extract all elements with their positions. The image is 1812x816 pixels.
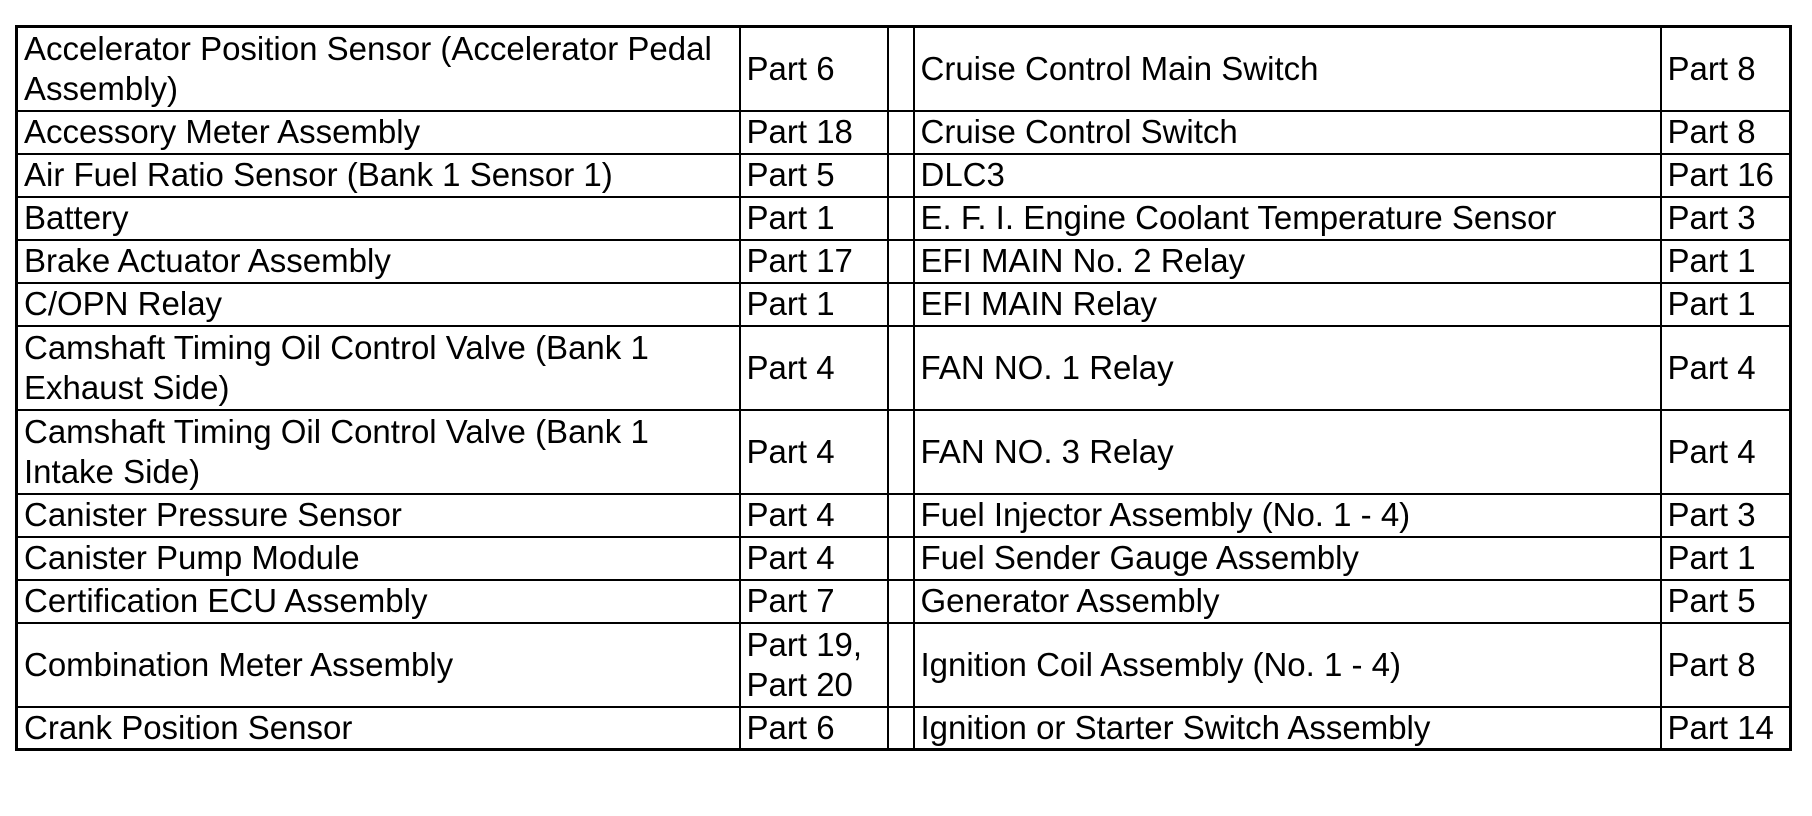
part-reference: Part 4 xyxy=(740,410,888,494)
component-name: Accelerator Position Sensor (Accelerator Pedal Assembly) xyxy=(17,27,740,111)
component-name: Cruise Control Switch xyxy=(914,111,1661,154)
component-name: Certification ECU Assembly xyxy=(17,580,740,623)
component-name: Canister Pump Module xyxy=(17,537,740,580)
column-divider xyxy=(888,326,914,410)
column-divider xyxy=(888,240,914,283)
component-name: Brake Actuator Assembly xyxy=(17,240,740,283)
column-divider xyxy=(888,494,914,537)
column-divider xyxy=(888,111,914,154)
column-divider xyxy=(888,623,914,707)
column-divider xyxy=(888,154,914,197)
part-reference: Part 6 xyxy=(740,707,888,750)
part-reference: Part 4 xyxy=(1661,410,1791,494)
component-name: E. F. I. Engine Coolant Temperature Sensor xyxy=(914,197,1661,240)
component-name: Canister Pressure Sensor xyxy=(17,494,740,537)
part-reference: Part 8 xyxy=(1661,111,1791,154)
part-reference: Part 1 xyxy=(1661,240,1791,283)
column-divider xyxy=(888,27,914,111)
part-reference: Part 3 xyxy=(1661,197,1791,240)
part-reference: Part 3 xyxy=(1661,494,1791,537)
component-name: Fuel Injector Assembly (No. 1 - 4) xyxy=(914,494,1661,537)
part-reference: Part 4 xyxy=(1661,326,1791,410)
component-name: Camshaft Timing Oil Control Valve (Bank 1 Exhaust Side) xyxy=(17,326,740,410)
table-row xyxy=(17,494,1791,537)
table-row xyxy=(17,240,1791,283)
part-reference: Part 1 xyxy=(1661,537,1791,580)
component-name: Ignition or Starter Switch Assembly xyxy=(914,707,1661,750)
component-name: DLC3 xyxy=(914,154,1661,197)
component-name: Ignition Coil Assembly (No. 1 - 4) xyxy=(914,623,1661,707)
column-divider xyxy=(888,580,914,623)
table-row xyxy=(17,410,1791,494)
table-row xyxy=(17,111,1791,154)
component-name: Fuel Sender Gauge Assembly xyxy=(914,537,1661,580)
component-name: FAN NO. 3 Relay xyxy=(914,410,1661,494)
component-name: Cruise Control Main Switch xyxy=(914,27,1661,111)
part-reference: Part 4 xyxy=(740,494,888,537)
column-divider xyxy=(888,410,914,494)
component-name: Battery xyxy=(17,197,740,240)
part-reference: Part 7 xyxy=(740,580,888,623)
part-reference: Part 8 xyxy=(1661,623,1791,707)
column-divider xyxy=(888,197,914,240)
component-name: Generator Assembly xyxy=(914,580,1661,623)
part-reference: Part 16 xyxy=(1661,154,1791,197)
component-name: Crank Position Sensor xyxy=(17,707,740,750)
table-row xyxy=(17,623,1791,707)
column-divider xyxy=(888,537,914,580)
table-row xyxy=(17,197,1791,240)
part-reference: Part 18 xyxy=(740,111,888,154)
component-name: C/OPN Relay xyxy=(17,283,740,326)
component-name: Air Fuel Ratio Sensor (Bank 1 Sensor 1) xyxy=(17,154,740,197)
part-reference: Part 8 xyxy=(1661,27,1791,111)
part-reference: Part 17 xyxy=(740,240,888,283)
table-row xyxy=(17,707,1791,750)
column-divider xyxy=(888,707,914,750)
component-name: EFI MAIN No. 2 Relay xyxy=(914,240,1661,283)
part-reference: Part 4 xyxy=(740,537,888,580)
component-name: EFI MAIN Relay xyxy=(914,283,1661,326)
table-row xyxy=(17,580,1791,623)
part-reference: Part 1 xyxy=(1661,283,1791,326)
part-reference: Part 4 xyxy=(740,326,888,410)
column-divider xyxy=(888,283,914,326)
part-reference: Part 1 xyxy=(740,283,888,326)
component-name: Combination Meter Assembly xyxy=(17,623,740,707)
component-name: Camshaft Timing Oil Control Valve (Bank 1 Intake Side) xyxy=(17,410,740,494)
table-row xyxy=(17,27,1791,111)
part-reference: Part 19, Part 20 xyxy=(740,623,888,707)
component-index-table xyxy=(15,25,1792,751)
component-name: FAN NO. 1 Relay xyxy=(914,326,1661,410)
table-row xyxy=(17,537,1791,580)
part-reference: Part 14 xyxy=(1661,707,1791,750)
table-row xyxy=(17,326,1791,410)
component-name: Accessory Meter Assembly xyxy=(17,111,740,154)
part-reference: Part 5 xyxy=(740,154,888,197)
part-reference: Part 1 xyxy=(740,197,888,240)
part-reference: Part 6 xyxy=(740,27,888,111)
table-row xyxy=(17,283,1791,326)
table-row xyxy=(17,154,1791,197)
part-reference: Part 5 xyxy=(1661,580,1791,623)
